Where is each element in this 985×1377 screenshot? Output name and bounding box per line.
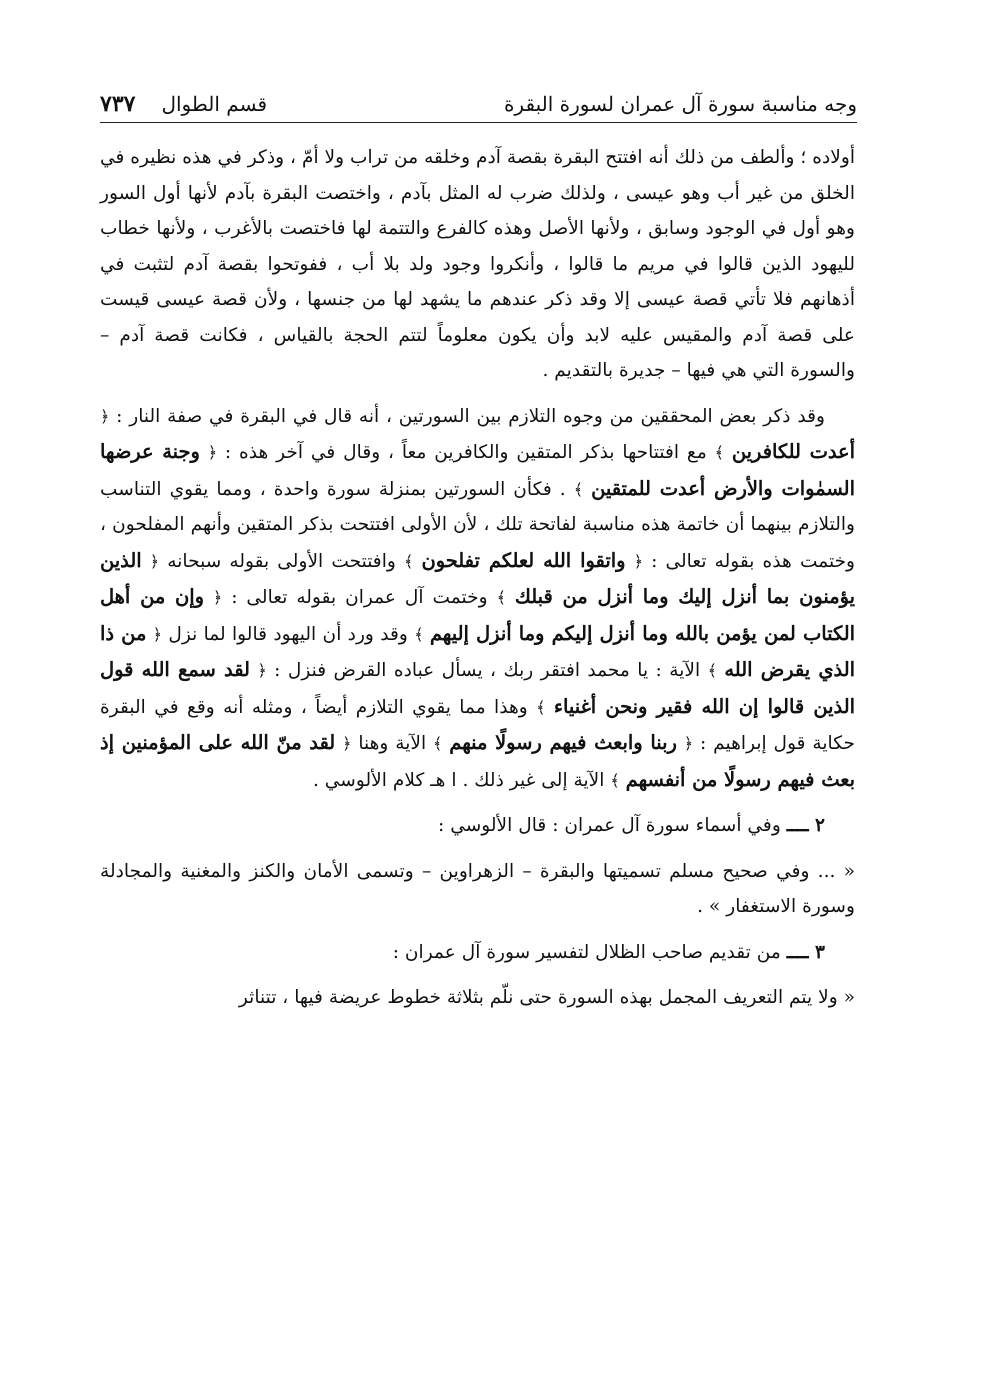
quran-quote-6: من ذا الذي يقرض الله [100,621,855,681]
header-section [100,90,267,118]
paragraph-2 [100,399,855,799]
quran-quote-7: لقد سمع الله قول الذين قالوا إن الله فقير ونحن أغنياء [100,658,855,718]
close-bracket: ﴾ [414,624,424,644]
quran-quote-2: وجنة عرضها السمٰوات والأرض أعدت للمتقين [100,440,855,500]
open-bracket: ﴿ [257,661,267,680]
quran-quote-3: واتقوا الله لعلكم تفلحون [421,548,626,572]
open-bracket: ﴿ [152,624,163,644]
open-bracket: ﴿ [633,551,644,571]
page-number: ٧٣٧ [100,91,136,117]
running-header [100,78,857,118]
p2-text-1: وقد ذكر بعض المحققين من وجوه التلازم بين السورتين ، أنه قال في البقرة في صفة النار : [116,405,825,427]
quran-quote-9: لقد منّ الله على المؤمنين إذ بعث فيهم رسولًا من أنفسهم [100,731,855,791]
open-bracket: ﴿ [212,588,223,607]
item-2-heading-text: وفي أسماء سورة آل عمران : قال الألوسي : [438,815,781,836]
p2-text-9: الآية وهنا [358,733,427,754]
open-bracket: ﴿ [149,551,160,571]
close-bracket: ﴾ [536,697,546,717]
p2-text-8: وهذا مما يقوي التلازم أيضاً ، ومثله أنه وقع في البقرة حكاية قول إبراهيم : [100,696,855,754]
item-3-heading [100,935,855,971]
close-bracket: ﴾ [496,588,506,607]
header-rule [100,122,857,123]
page-body [100,140,855,1016]
close-bracket: ﴾ [573,479,584,499]
p2-text-2: مع افتتاحها بذكر المتقين والكافرين معاً ، وقال في آخر هذه : [224,442,707,463]
open-bracket: ﴿ [207,443,218,462]
p2-text-5: وختمت آل عمران بقوله تعالى : [231,587,488,608]
running-title: وجه مناسبة سورة آل عمران لسورة البقرة [503,92,857,116]
close-bracket: ﴾ [403,551,414,571]
p2-text-6: وقد ورد أن اليهود قالوا لما نزل [168,623,408,645]
p2-text-3: . فكأن السورتين بمنزلة سورة واحدة ، ومما يقوي التناسب والتلازم بينهما أن خاتمة هذه مناسبة لفاتحة تلك ، لأن الأولى افتتحت بذكر المتقين وأنهم المفلحون ، وختمت هذه بقوله تعالى : [100,478,856,572]
item-3-quote: « ولا يتم التعريف المجمل بهذه السورة حتى نلّم بثلاثة خطوط عريضة فيها ، تتناثر [238,987,855,1008]
quran-quote-5: وإن من أهل الكتاب لمن يؤمن بالله وما أنزل إليكم وما أنزل إليهم [100,585,855,645]
item-3-heading-text: من تقديم صاحب الظلال لتفسير سورة آل عمران : [392,941,781,963]
quran-quote-8: ربنا وابعث فيهم رسولًا منهم [449,731,677,754]
item-2-number: ٢ ــــ [786,815,825,836]
section-name: قسم الطوال [161,92,267,116]
close-bracket: ﴾ [714,443,724,462]
quran-quote-4: الذين يؤمنون بما أنزل إليك وما أنزل من قبلك [100,548,855,608]
paragraph-1: أولاده ؛ وألطف من ذلك أنه افتتح البقرة بقصة آدم وخلقه من تراب ولا أمّ ، وذكر في هذه نظيره في الخلق من غير أب وهو عيسى ، ولذلك ضرب له المثل بآدم ، واختصت البقرة بآدم لأنها أول السور وهو أول في الوجود وسابق ، ولأنها الأصل وهذه كالفرع والتتمة لها فاختصت بالأغرب ، ولأنها خطاب لليهود الذين قالوا في مريم ما قالوا ، وأنكروا وجود ولد بلا أب ، ففوتحوا بقصة آدم لتثبت في أذهانهم فلا تأتي قصة عيسى إلا وقد ذكر عندهم ما يشهد لها من جنسها ، ولأن قصة عيسى قيست على قصة آدم والمقيس عليه لابد وأن يكون معلوماً لتتم الحجة بالقياس ، فكانت قصة آدم – والسورة التي هي فيها – جديرة بالتقديم . [100,147,855,381]
p2-text-7: الآية : يا محمد افتقر ربك ، يسأل عباده القرض فنزل : [274,660,701,681]
p2-text-4: وافتتحت الأولى بقوله سبحانه [167,550,396,572]
open-bracket: ﴿ [342,734,352,753]
p2-text-10: الآية إلى غير ذلك . ا هـ كلام الألوسي . [312,769,605,791]
close-bracket: ﴾ [610,770,620,790]
item-2-quote: « ... وفي صحيح مسلم تسميتها والبقرة – الزهراوين – وتسمى الأمان والكنز والمغنية والمجادلة وسورة الاستغفار » . [100,860,855,917]
item-3-number: ٣ ــــ [786,941,825,963]
close-bracket: ﴾ [433,734,443,753]
close-bracket: ﴾ [707,661,717,680]
open-bracket: ﴿ [683,734,694,753]
quran-quote-1: أعدت للكافرين [731,440,855,463]
item-2-heading [100,808,855,844]
open-bracket: ﴿ [100,406,110,426]
